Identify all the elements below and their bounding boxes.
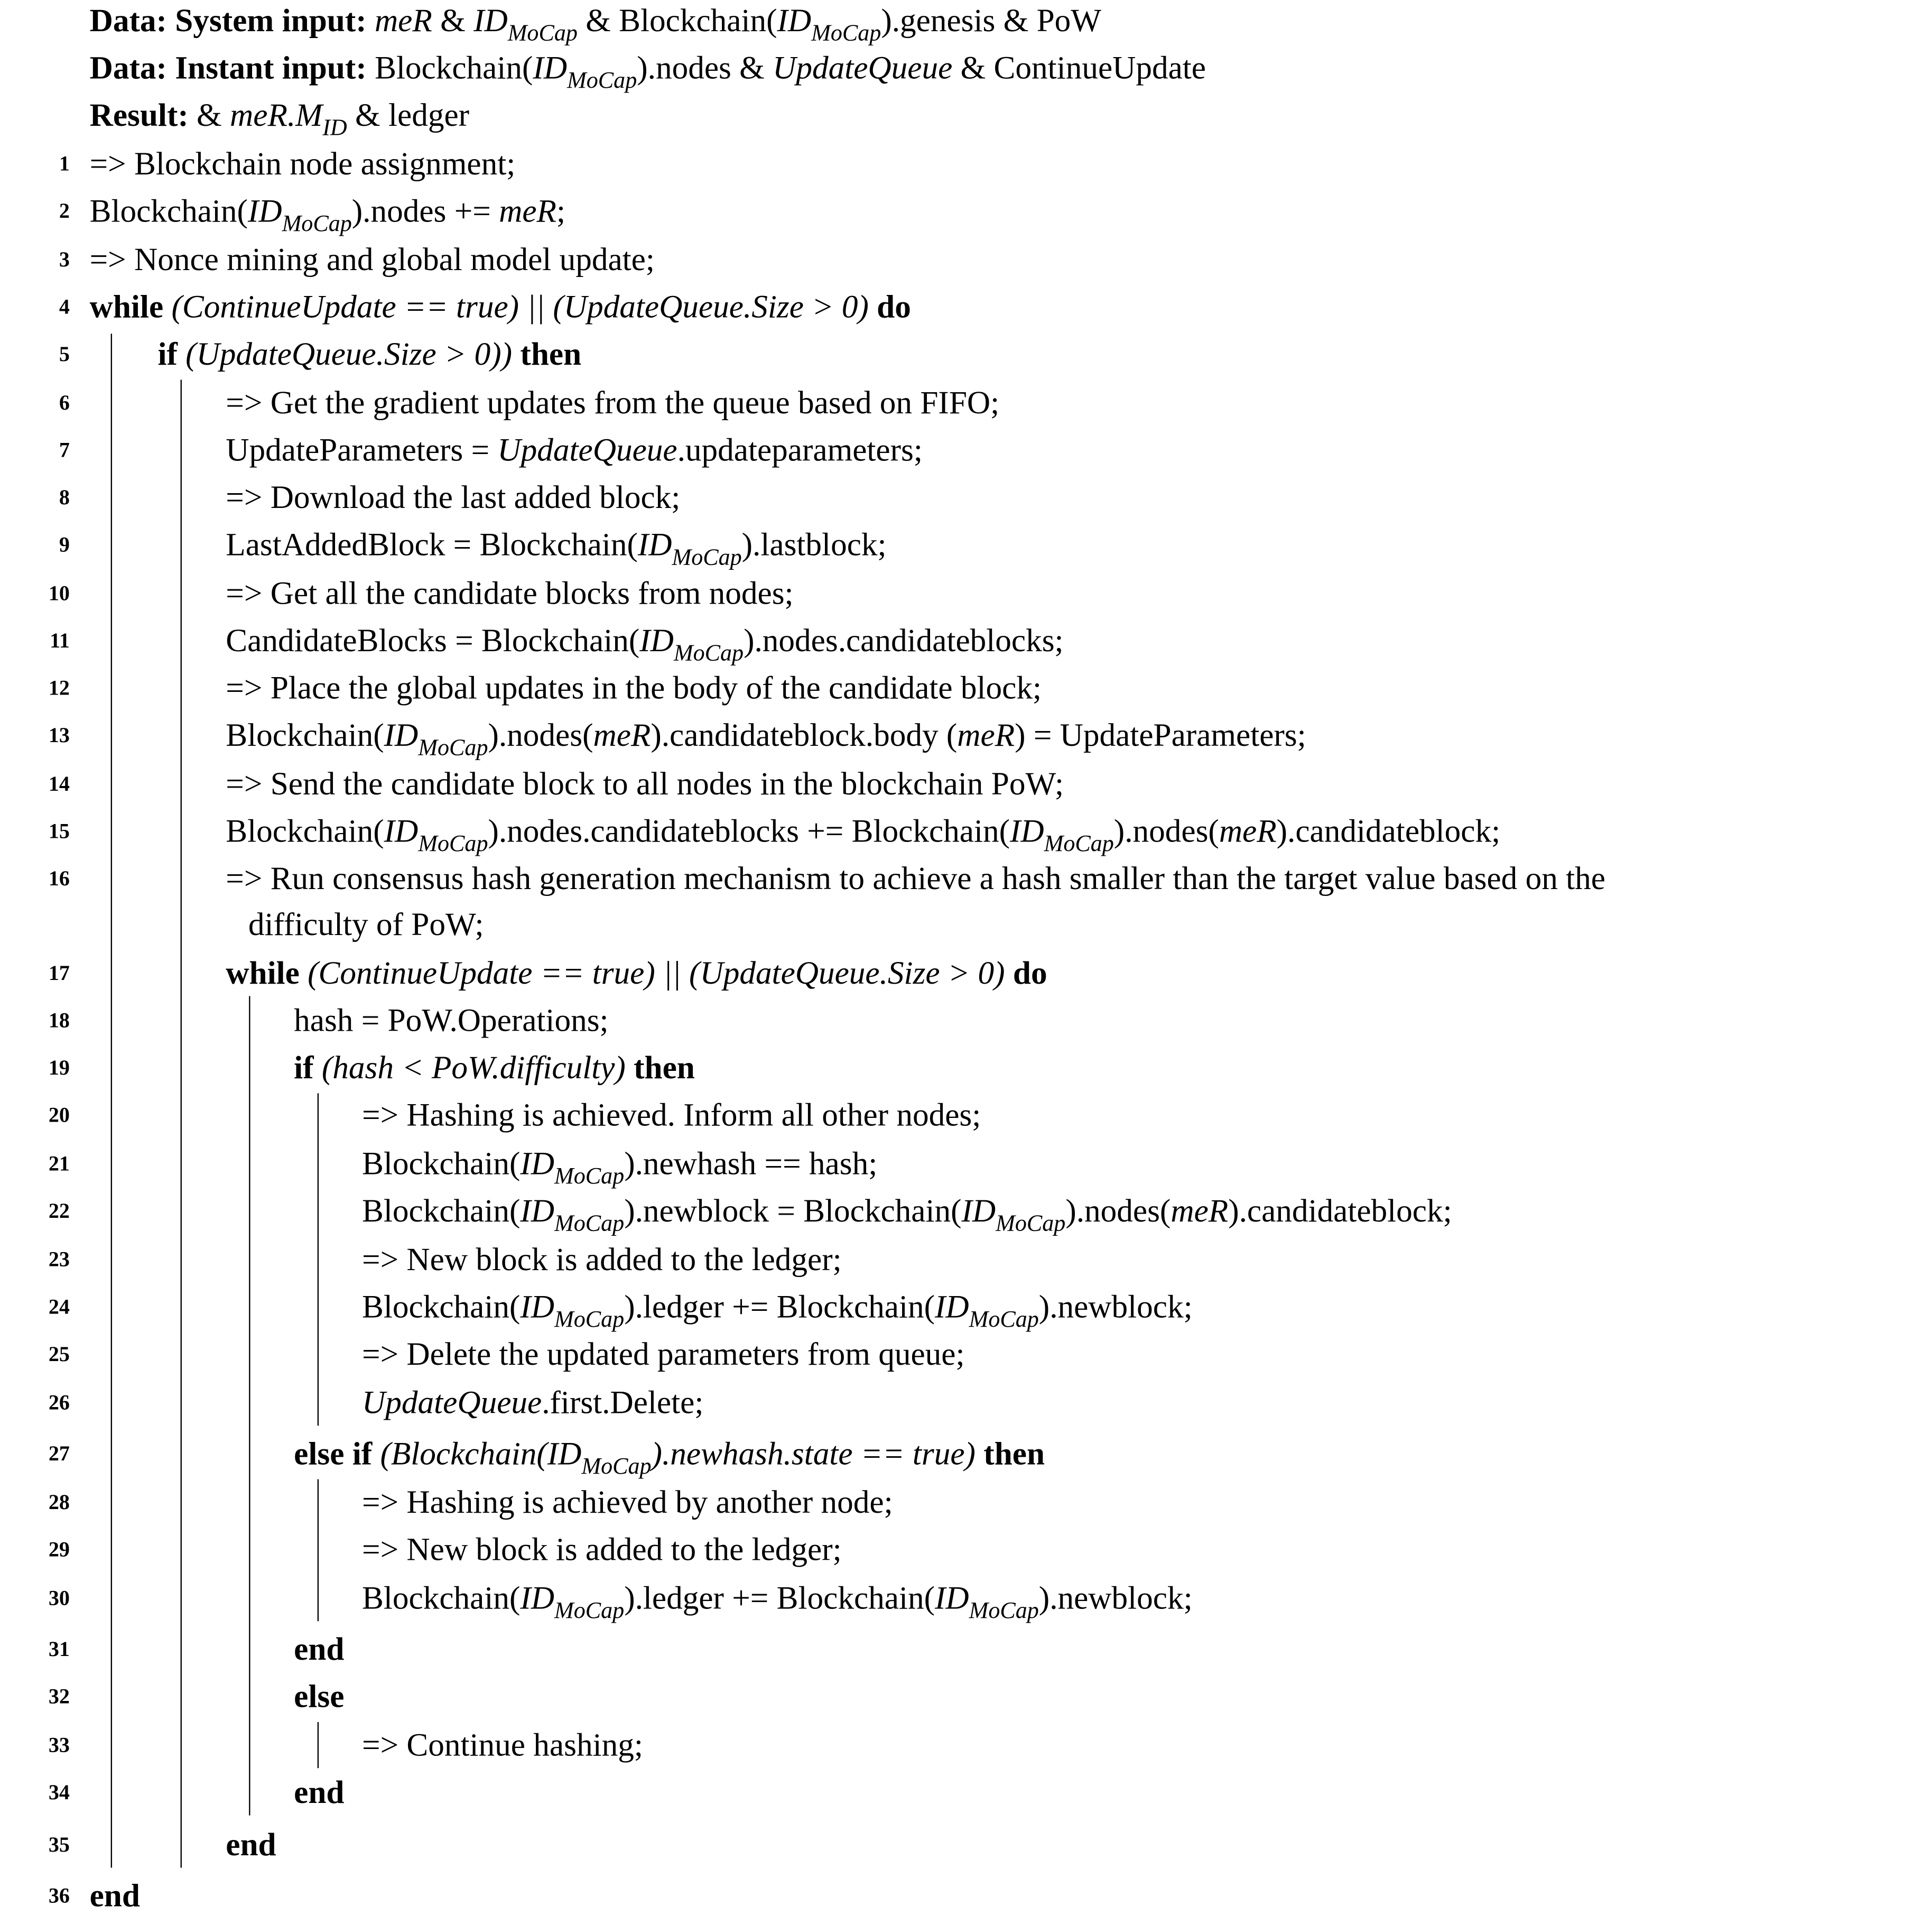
line-number: 31 xyxy=(48,1637,70,1661)
line-number: 24 xyxy=(48,1294,70,1319)
text-segment: ).candidateblock; xyxy=(1228,1192,1452,1229)
line-number: 26 xyxy=(48,1391,70,1415)
text-segment: meR xyxy=(593,717,651,754)
text-segment: ID xyxy=(934,1580,969,1616)
text-segment: ).newblock = Blockchain( xyxy=(624,1192,962,1229)
keyword: then xyxy=(983,1436,1045,1472)
line-number: 4 xyxy=(59,295,70,319)
text-segment: ID xyxy=(247,193,282,229)
algorithm-line xyxy=(226,623,1063,673)
text-segment: (hash < PoW.difficulty) xyxy=(313,1049,634,1086)
text-segment: UpdateParameters = xyxy=(226,432,498,468)
text-segment: ).lastblock; xyxy=(741,526,887,563)
algorithm-line xyxy=(294,1774,344,1812)
algorithm-header-line xyxy=(90,3,1101,53)
algorithm-header-line xyxy=(90,50,1206,100)
line-number: 29 xyxy=(48,1538,70,1562)
text-segment: => Blockchain node assignment; xyxy=(89,145,516,182)
text-segment: (UpdateQueue.Size > 0)) xyxy=(177,336,521,373)
subscript: MoCap xyxy=(567,68,637,94)
algorithm-line xyxy=(362,1727,643,1764)
text-segment: ).newblock; xyxy=(1038,1289,1193,1325)
text-segment: => Delete the updated parameters from queue; xyxy=(362,1336,965,1372)
algorithm-header-line xyxy=(90,97,469,147)
text-segment: ).nodes.candidateblocks; xyxy=(744,622,1064,659)
text-segment: & xyxy=(432,2,474,39)
text-segment: (Blockchain( xyxy=(372,1436,547,1472)
text-segment: ).newblock; xyxy=(1038,1580,1193,1616)
text-segment: ID xyxy=(777,2,812,39)
line-number: 32 xyxy=(48,1685,70,1709)
text-segment: => Get all the candidate blocks from nodes; xyxy=(226,575,794,612)
subscript: MoCap xyxy=(554,1598,625,1624)
text-segment: ).nodes.candidateblocks += Blockchain( xyxy=(488,813,1010,849)
block-scope-bar xyxy=(318,1722,319,1768)
subscript: MoCap xyxy=(554,1163,625,1190)
line-number: 12 xyxy=(48,676,70,700)
text-segment: ; xyxy=(556,193,566,229)
algorithm-line xyxy=(362,1097,981,1134)
algorithm-line xyxy=(90,193,565,243)
algorithm-line xyxy=(362,1580,1193,1630)
line-number: 30 xyxy=(48,1586,70,1610)
algorithm-line xyxy=(362,1193,1452,1243)
algorithm-line xyxy=(294,1631,344,1669)
keyword: while xyxy=(226,955,300,992)
line-number: 3 xyxy=(59,247,70,272)
text-segment: => Get the gradient updates from the queue based on FIFO; xyxy=(226,384,1000,421)
line-number: 6 xyxy=(59,391,70,415)
text-segment: & ledger xyxy=(347,97,470,134)
block-scope-bar xyxy=(318,1093,319,1426)
subscript: MoCap xyxy=(969,1598,1039,1624)
text-segment: ).nodes += xyxy=(351,193,499,229)
text-segment: .first.Delete; xyxy=(542,1384,704,1421)
line-number: 18 xyxy=(48,1009,70,1032)
text-segment: => Run consensus hash generation mechanism to achieve a hash smaller than the target value based on the xyxy=(226,860,1606,897)
text-segment: ID xyxy=(384,717,419,754)
keyword: end xyxy=(89,1877,140,1914)
text-segment: & Blockchain( xyxy=(577,2,777,39)
line-number: 16 xyxy=(48,866,70,891)
text-segment: hash = PoW.Operations; xyxy=(294,1002,609,1039)
text-segment: ID xyxy=(520,1580,555,1616)
keyword: do xyxy=(1013,955,1047,992)
keyword: end xyxy=(294,1774,345,1811)
text-segment: ).candidateblock.body ( xyxy=(651,717,958,754)
text-segment: => Hashing is achieved by another node; xyxy=(362,1484,893,1521)
algorithm-line xyxy=(362,1242,842,1279)
text-segment: ID xyxy=(533,50,568,86)
subscript: MoCap xyxy=(672,544,742,571)
line-number: 2 xyxy=(59,199,70,223)
subscript: MoCap xyxy=(507,20,578,47)
algorithm-line xyxy=(362,1145,877,1196)
text-segment: ID xyxy=(520,1192,555,1229)
algorithm-line xyxy=(226,717,1306,767)
subscript: MoCap xyxy=(811,20,881,47)
block-scope-bar xyxy=(249,996,250,1816)
algorithm-line xyxy=(226,479,680,517)
line-number: 19 xyxy=(48,1056,70,1080)
subscript: MoCap xyxy=(996,1210,1066,1237)
text-segment: & xyxy=(197,97,230,134)
line-number: 35 xyxy=(48,1833,70,1857)
line-number: 23 xyxy=(48,1247,70,1272)
keyword: while xyxy=(89,289,164,325)
algorithm-line xyxy=(362,1532,842,1569)
text-segment: meR xyxy=(499,193,556,229)
block-scope-bar xyxy=(111,334,113,1867)
text-segment: ).newhash.state == true) xyxy=(651,1436,984,1472)
keyword: Result: xyxy=(89,97,197,134)
text-segment: => New block is added to the ledger; xyxy=(362,1531,842,1568)
text-segment: ID xyxy=(639,622,674,659)
subscript: MoCap xyxy=(418,831,488,857)
algorithm-line xyxy=(294,1436,1045,1486)
line-number: 15 xyxy=(48,819,70,843)
subscript: MoCap xyxy=(418,735,488,762)
text-segment: ID xyxy=(961,1192,996,1229)
algorithm-line xyxy=(362,1484,893,1522)
keyword: then xyxy=(634,1049,695,1086)
text-segment: Blockchain( xyxy=(362,1580,521,1616)
text-segment: Blockchain( xyxy=(375,50,533,86)
algorithm-line xyxy=(90,289,911,327)
keyword: else xyxy=(294,1678,345,1715)
text-segment: meR xyxy=(1171,1192,1229,1229)
block-scope-bar xyxy=(181,380,182,1867)
text-segment: Blockchain( xyxy=(226,813,384,849)
line-number: 14 xyxy=(48,772,70,796)
line-number: 34 xyxy=(48,1780,70,1805)
subscript: MoCap xyxy=(581,1454,652,1480)
line-number: 21 xyxy=(48,1152,70,1176)
line-number: 17 xyxy=(48,961,70,985)
algorithm-line xyxy=(248,906,484,944)
subscript: MoCap xyxy=(1044,831,1114,857)
text-segment: ID xyxy=(473,2,508,39)
text-segment: ).candidateblock; xyxy=(1276,813,1501,849)
algorithm-line xyxy=(90,1877,140,1915)
text-segment: ).newhash == hash; xyxy=(624,1145,878,1182)
subscript: MoCap xyxy=(554,1210,625,1237)
algorithm-line xyxy=(226,575,793,613)
text-segment: ).nodes( xyxy=(488,717,593,754)
line-number: 22 xyxy=(48,1199,70,1223)
text-segment: (ContinueUpdate == true) || (UpdateQueue.Size > 0) xyxy=(163,289,877,325)
subscript: MoCap xyxy=(282,211,352,237)
keyword: end xyxy=(226,1826,276,1863)
line-number: 36 xyxy=(48,1884,70,1908)
line-number: 33 xyxy=(48,1733,70,1757)
text-segment: ID xyxy=(520,1289,555,1325)
algorithm-line xyxy=(226,861,1605,898)
text-segment: ID xyxy=(1009,813,1044,849)
line-number: 8 xyxy=(59,485,70,510)
subscript: ID xyxy=(322,115,347,142)
text-segment: Blockchain( xyxy=(89,193,248,229)
text-segment: Blockchain( xyxy=(362,1145,521,1182)
line-number: 5 xyxy=(59,342,70,366)
algorithm-line xyxy=(90,146,516,183)
algorithm-line xyxy=(362,1385,703,1422)
text-segment: ).nodes( xyxy=(1113,813,1219,849)
text-segment: Blockchain( xyxy=(362,1289,521,1325)
algorithm-line xyxy=(226,526,886,577)
algorithm-line xyxy=(226,385,999,422)
subscript: MoCap xyxy=(554,1307,625,1333)
algorithm-line xyxy=(226,766,1064,803)
algorithm-line xyxy=(226,1827,276,1864)
algorithm-line xyxy=(157,336,581,374)
text-segment: => Send the candidate block to all nodes in the blockchain PoW; xyxy=(226,765,1064,802)
algorithm-line xyxy=(362,1336,964,1374)
line-number: 20 xyxy=(48,1103,70,1127)
text-segment: UpdateQueue xyxy=(362,1384,542,1421)
text-segment: meR xyxy=(1219,813,1277,849)
text-segment: CandidateBlocks = Blockchain( xyxy=(226,622,640,659)
text-segment: difficulty of PoW; xyxy=(248,906,484,943)
line-number: 1 xyxy=(59,152,70,176)
algorithm-line xyxy=(226,813,1500,863)
text-segment: .updateparameters; xyxy=(677,432,923,468)
keyword: Data: Instant input: xyxy=(89,50,375,86)
text-segment: ).nodes & xyxy=(637,50,773,86)
algorithm-line xyxy=(294,1050,695,1087)
keyword: do xyxy=(877,289,911,325)
keyword: else if xyxy=(294,1436,373,1472)
text-segment: UpdateQueue xyxy=(773,50,953,86)
text-segment: ID xyxy=(547,1436,582,1472)
text-segment: meR.M xyxy=(230,97,323,134)
text-segment: ).ledger += Blockchain( xyxy=(624,1580,935,1616)
algorithm-line xyxy=(362,1289,1193,1339)
line-number: 28 xyxy=(48,1490,70,1514)
algorithm-line xyxy=(90,242,655,279)
algorithm-line xyxy=(226,955,1047,993)
line-number: 11 xyxy=(50,628,70,653)
text-segment: => Hashing is achieved. Inform all other nodes; xyxy=(362,1097,981,1133)
text-segment: & ContinueUpdate xyxy=(952,50,1206,86)
algorithm-line xyxy=(294,1678,344,1716)
text-segment: ID xyxy=(637,526,672,563)
text-segment: UpdateQueue xyxy=(497,432,677,468)
keyword: Data: System input: xyxy=(89,2,375,39)
text-segment: Blockchain( xyxy=(226,717,384,754)
text-segment: ).ledger += Blockchain( xyxy=(624,1289,935,1325)
line-number: 27 xyxy=(48,1441,70,1466)
subscript: MoCap xyxy=(673,640,744,667)
algorithm-line xyxy=(294,1002,608,1040)
algorithm-line xyxy=(226,432,923,469)
text-segment: ).genesis & PoW xyxy=(881,2,1102,39)
text-segment: meR xyxy=(957,717,1015,754)
text-segment: Blockchain( xyxy=(362,1192,521,1229)
text-segment: => Nonce mining and global model update; xyxy=(89,242,655,278)
text-segment: => New block is added to the ledger; xyxy=(362,1241,842,1278)
text-segment: ).nodes( xyxy=(1065,1192,1171,1229)
text-segment: ) = UpdateParameters; xyxy=(1015,717,1306,754)
keyword: end xyxy=(294,1631,345,1668)
line-number: 13 xyxy=(48,723,70,747)
line-number: 7 xyxy=(59,438,70,462)
line-number: 10 xyxy=(48,581,70,605)
algorithm-line xyxy=(226,670,1042,707)
line-number: 9 xyxy=(59,533,70,557)
keyword: if xyxy=(157,336,178,373)
text-segment: => Download the last added block; xyxy=(226,479,681,516)
keyword: then xyxy=(520,336,582,373)
text-segment: (ContinueUpdate == true) || (UpdateQueue.Size > 0) xyxy=(299,955,1013,992)
line-number: 25 xyxy=(48,1342,70,1366)
subscript: MoCap xyxy=(969,1307,1039,1333)
text-segment: meR xyxy=(374,2,432,39)
text-segment: => Continue hashing; xyxy=(362,1727,643,1763)
text-segment: ID xyxy=(520,1145,555,1182)
text-segment: ID xyxy=(934,1289,969,1325)
keyword: if xyxy=(294,1049,314,1086)
block-scope-bar xyxy=(318,1479,319,1622)
text-segment: LastAddedBlock = Blockchain( xyxy=(226,526,638,563)
text-segment: => Place the global updates in the body of the candidate block; xyxy=(226,670,1042,706)
text-segment: ID xyxy=(384,813,419,849)
